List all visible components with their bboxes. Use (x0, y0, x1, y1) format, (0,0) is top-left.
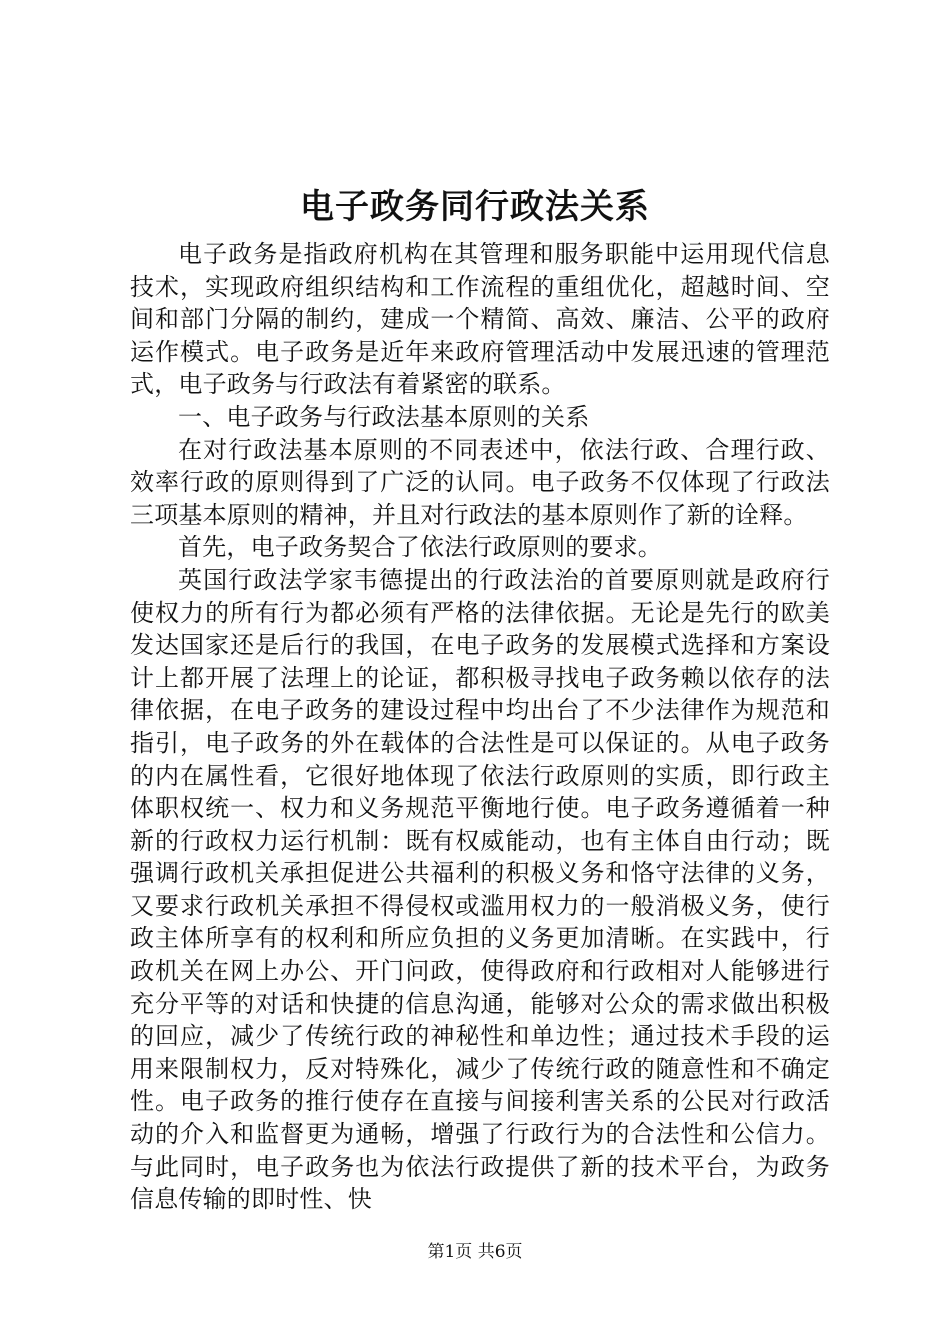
paragraph-principles: 在对行政法基本原则的不同表述中，依法行政、合理行政、效率行政的原则得到了广泛的认同。电子政务不仅体现了行政法三项基本原则的精神，并且对行政法的基本原则作了新的诠释。 (130, 435, 830, 529)
section-heading: 一、电子政务与行政法基本原则的关系 (178, 402, 590, 431)
document-title: 电子政务同行政法关系 (300, 187, 650, 227)
page-indicator: 第1页 共6页 (427, 1242, 523, 1262)
paragraph-first-point: 首先，电子政务契合了依法行政原则的要求。 (178, 533, 662, 562)
paragraph-intro: 电子政务是指政府机构在其管理和服务职能中运用现代信息技术，实现政府组织结构和工作流程的重组优化，超越时间、空间和部门分隔的制约，建成一个精简、高效、廉洁、公平的政府运作模式。电子政务是近年来政府管理活动中发展迅速的管理范式，电子政务与行政法有着紧密的联系。 (130, 240, 830, 399)
paragraph-wade: 英国行政法学家韦德提出的行政法治的首要原则就是政府行使权力的所有行为都必须有严格的法律依据。无论是先行的欧美发达国家还是后行的我国，在电子政务的发展模式选择和方案设计上都开展了法理上的论证，都积极寻找电子政务赖以依存的法律依据，在电子政务的建设过程中均出台了不少法律作为规范和指引，电子政务的外在载体的合法性是可以保证的。从电子政务的内在属性看，它很好地体现了依法行政原则的实质，即行政主体职权统一、权力和义务规范平衡地行使。电子政务遵循着一种新的行政权力运行机制：既有权威能动，也有主体自由行动；既强调行政机关承担促进公共福利的积极义务和恪守法律的义务，又要求行政机关承担不得侵权或滥用权力的一般消极义务，使行政主体所享有的权利和所应负担的义务更加清晰。在实践中，行政机关在网上办公、开门问政，使得政府和行政相对人能够进行充分平等的对话和快捷的信息沟通，能够对公众的需求做出积极的回应，减少了传统行政的神秘性和单边性；通过技术手段的运用来限制权力，反对特殊化，减少了传统行政的随意性和不确定性。电子政务的推行使存在直接与间接利害关系的公民对行政活动的介入和监督更为通畅，增强了行政行为的合法性和公信力。与此同时，电子政务也为依法行政提供了新的技术平台，为政务信息传输的即时性、快 (130, 565, 830, 1214)
document-body (130, 238, 830, 1216)
